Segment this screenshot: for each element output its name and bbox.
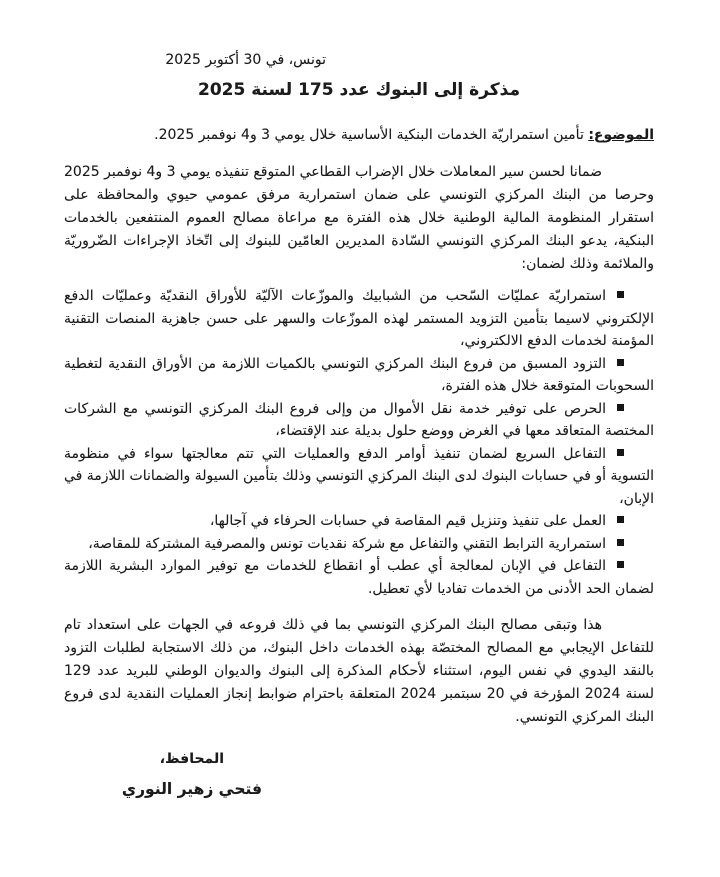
bullet-square-icon (617, 539, 624, 546)
bullet-item (64, 353, 654, 398)
bullet-square-icon (617, 404, 624, 411)
bullet-text: التفاعل في الإبان لمعالجة أي عطب أو انقطاع للخدمات مع توفير الموارد البشرية اللازمة لضمان الحد الأدنى من الخدمات تفاديا لأي تعطيل. (64, 558, 654, 597)
signature-name: فتحي زهير النوري (121, 780, 262, 798)
bullet-square-icon (617, 516, 624, 523)
bullet-text: استمراريّة عمليّات السّحب من الشبابيك والموزّعات الآليّة للأوراق النقديّة وعمليّات الدفع الإلكتروني لاسيما بتأمين التزويد المستمر لهذه الموزّعات والسهر على حسن جاهزية المنصات التقنية المؤمنة لخدمات الدفع الالكتروني، (64, 288, 654, 349)
subject-label: الموضوع: (588, 127, 654, 143)
bullet-item (64, 510, 654, 533)
bullet-text: العمل على تنفيذ وتنزيل قيم المقاصة في حسابات الحرفاء في آجالها، (209, 513, 606, 529)
intro-paragraph: ضمانا لحسن سير المعاملات خلال الإضراب القطاعي المتوقع تنفيذه يومي 3 و4 نوفمبر 2025 وحرصا من البنك المركزي التونسي على ضمان استمرارية مرفق عمومي حيوي والمحافظة على استقرار المنظومة المالية الوطنية خلال هذه الفترة مع مراعاة مصالح العموم المنتفعين بالخدمات البنكية، يدعو البنك المركزي التونسي السّادة المديرين العامّين للبنوك إلى اتّخاذ الإجراءات الضّروريّة والملائمة وذلك لضمان: (64, 164, 654, 272)
bullet-text: الحرص على توفير خدمة نقل الأموال من وإلى فروع البنك المركزي التونسي مع الشركات المختصة المتعاقد معها في الغرض ووضع حلول بديلة عند الإقتضاء، (64, 400, 654, 439)
subject-text: تأمين استمراريّة الخدمات البنكية الأساسية خلال يومي 3 و4 نوفمبر 2025. (154, 127, 589, 143)
bullet-square-icon (617, 359, 624, 366)
date-line: تونس، في 30 أكتوبر 2025 (165, 52, 326, 68)
memo-title: مذكرة إلى البنوك عدد 175 لسنة 2025 (197, 80, 521, 100)
bullet-text: التفاعل السريع لضمان تنفيذ أوامر الدفع والعمليات التي تتم معالجتها سواء في منظومة التسوية أو في حسابات البنوك لدى البنك المركزي التونسي وذلك بتأمين السيولة والضمانات اللازمة في الإبان، (63, 445, 654, 507)
bullet-item (64, 555, 654, 600)
bullet-text: استمرارية الترابط التقني والتفاعل مع شركة نقديات تونس والمصرفية المشتركة للمقاصة، (88, 535, 606, 552)
bullet-text: التزود المسبق من فروع البنك المركزي التونسي بالكميات اللازمة من الأوراق النقدية لتغطية السحوبات المتوقعة خلال هذه الفترة، (64, 355, 654, 394)
bullet-square-icon (617, 561, 624, 568)
bullet-item (64, 443, 654, 511)
signature-title: المحافظ، (159, 751, 224, 767)
subject-line (64, 124, 654, 146)
bullet-square-icon (617, 449, 624, 456)
closing-paragraph: هذا وتبقى مصالح البنك المركزي التونسي بما في ذلك فروعه في الجهات على استعداد تام للتفاعل الإيجابي مع المصالح المختصّة بهذه الخدمات داخل البنوك، من ذلك الاستجابة لطلبات التزود بالنقد اليدوي في نفس اليوم، استثناء لأحكام المذكرة إلى البنوك والديوان الوطني للبريد عدد 129 لسنة 2024 المؤرخة في 20 سبتمبر 2024 المتعلقة باحترام ضوابط إنجاز العمليات النقدية لدى فروع البنك المركزي التونسي. (64, 617, 655, 725)
bullet-square-icon (617, 291, 624, 298)
bullet-item (64, 398, 654, 443)
bullet-item (64, 533, 654, 556)
bullet-list (64, 285, 654, 600)
bullet-item (64, 285, 654, 353)
